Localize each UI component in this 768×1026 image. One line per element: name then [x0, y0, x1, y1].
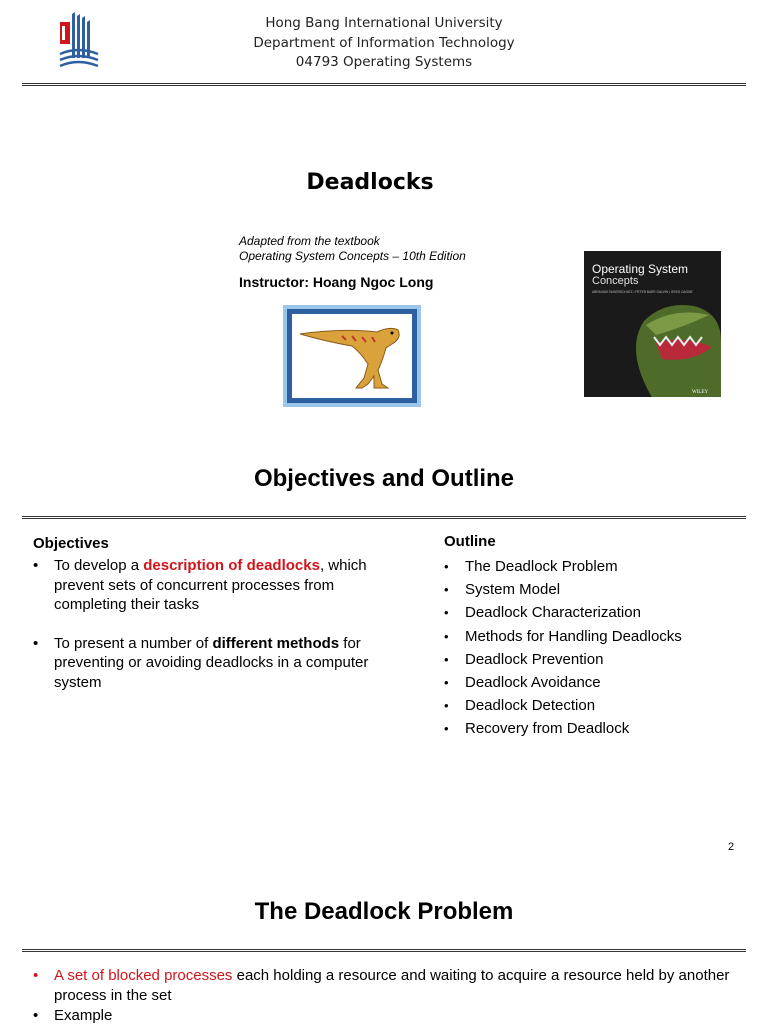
objective-text-rest: for preventing or avoiding deadlocks in a computer system — [54, 634, 369, 691]
university-name: Hong Bang International University — [265, 15, 503, 31]
textbook-cover — [584, 251, 721, 397]
bullet-icon: • — [33, 634, 39, 652]
instructor-label: Instructor: Hoang Ngoc Long — [239, 274, 434, 290]
outline-list — [444, 555, 682, 741]
section-divider — [22, 949, 746, 952]
outline-item: Deadlock Characterization — [465, 604, 641, 622]
bullet-icon: • — [444, 628, 449, 644]
source-note — [239, 234, 466, 264]
bullet-icon: • — [444, 651, 449, 667]
objective-text: To develop a — [54, 557, 144, 574]
bullet-icon: • — [444, 721, 449, 737]
list-item — [33, 556, 384, 615]
objective-highlight: different methods — [212, 634, 340, 652]
header-divider — [22, 83, 746, 86]
problem-text: each holding a resource and waiting to acquire a resource held by another process in the set — [54, 967, 730, 1004]
outline-item: Recovery from Deadlock — [465, 720, 630, 738]
bullet-icon: • — [444, 582, 449, 598]
dinosaur-illustration — [282, 304, 422, 408]
bullet-icon: • — [444, 605, 449, 621]
list-item — [444, 625, 682, 648]
list-item — [444, 717, 682, 740]
bullet-icon: • — [33, 1007, 39, 1024]
list-item — [444, 648, 682, 671]
section-title-deadlock-problem: The Deadlock Problem — [254, 898, 514, 925]
book-title-line2: Concepts — [592, 275, 639, 287]
bullet-icon: • — [33, 557, 39, 574]
list-item — [444, 578, 682, 601]
course-name: 04793 Operating Systems — [295, 54, 473, 70]
list-item — [444, 601, 682, 624]
outline-item: Deadlock Avoidance — [465, 674, 601, 692]
bullet-icon: • — [444, 559, 449, 574]
bullet-icon: • — [33, 967, 39, 984]
outline-item: Deadlock Prevention — [465, 650, 604, 668]
source-note-line2: Operating System Concepts – 10th Edition — [239, 249, 466, 263]
objective-text: To present a number of — [54, 634, 213, 652]
outline-item: Deadlock Detection — [465, 697, 596, 715]
book-title-line1: Operating System — [592, 262, 689, 276]
deadlock-problem-list — [33, 966, 744, 1026]
page-number: 2 — [728, 841, 735, 853]
list-item — [444, 555, 682, 578]
book-publisher: WILEY — [692, 390, 709, 395]
section-title-objectives: Objectives and Outline — [253, 465, 515, 492]
problem-text: Example — [54, 1007, 113, 1024]
page-title: Deadlocks — [306, 170, 434, 195]
section-divider — [22, 516, 746, 519]
document-header — [0, 14, 768, 73]
outline-item: Methods for Handling Deadlocks — [465, 627, 682, 645]
list-item — [33, 966, 744, 1006]
book-authors: ABRAHAM SILBERSCHATZ • PETER BAER GALVIN • GREG GAGNE — [592, 290, 693, 294]
bullet-icon: • — [444, 698, 449, 714]
objective-text-rest: , which prevent sets of concurrent processes from completing their tasks — [54, 557, 367, 613]
list-item — [33, 634, 384, 693]
outline-heading: Outline — [444, 533, 496, 550]
list-item — [444, 694, 682, 717]
department-name: Department of Information Technology — [253, 34, 515, 51]
outline-item: System Model — [465, 581, 561, 599]
outline-item: The Deadlock Problem — [465, 558, 618, 575]
objectives-heading: Objectives — [33, 535, 109, 552]
problem-highlight: A set of blocked processes — [54, 967, 233, 984]
bullet-icon: • — [444, 675, 449, 691]
objectives-list — [33, 556, 384, 711]
source-note-line1: Adapted from the textbook — [239, 234, 380, 248]
list-item — [33, 1006, 744, 1026]
objective-highlight: description of deadlocks — [143, 557, 320, 574]
list-item — [444, 671, 682, 694]
